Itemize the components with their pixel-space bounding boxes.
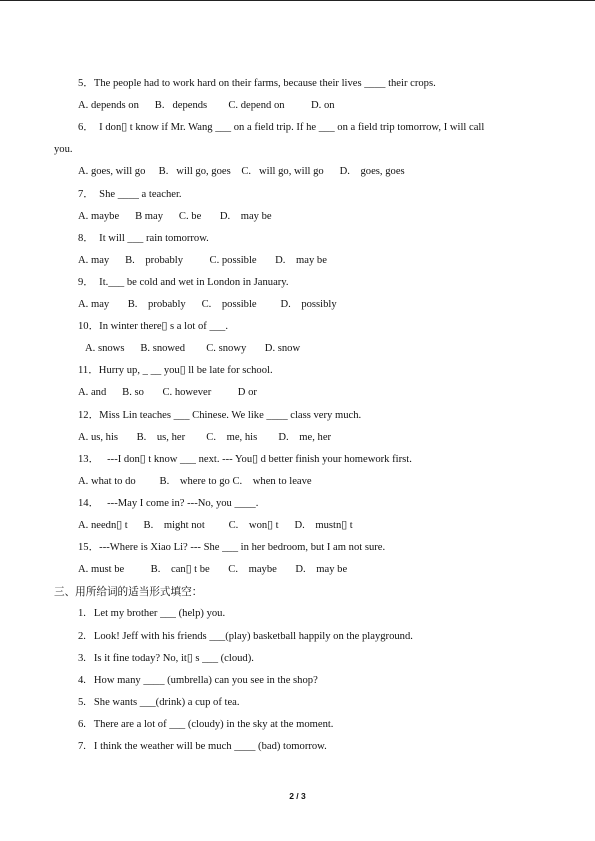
section-heading: 三、用所给词的适当形式填空： (54, 586, 203, 599)
question-line: 8． It will ___ rain tomorrow. (78, 232, 209, 244)
top-border-line (0, 0, 595, 1)
question-line: 15．---Where is Xiao Li? --- She ___ in her bedroom, but I am not sure. (78, 542, 386, 554)
question-line: you. (54, 144, 73, 156)
question-line: 2. Look! Jeff with his friends ___(play) basketball happily on the playground. (78, 630, 413, 642)
question-line: 14． ---May I come in? ---No, you ____. (78, 497, 259, 509)
question-line: 5. She wants ___(drink) a cup of tea. (78, 696, 240, 708)
question-line: 12．Miss Lin teaches ___ Chinese. We like ____ class very much. (78, 409, 362, 421)
question-line: 1. Let my brother ___ (help) you. (78, 608, 226, 620)
question-line: 3. Is it fine today? No, it▯ s ___ (cloud). (78, 652, 254, 664)
answer-options: A. may B. probably C. possible D. may be (78, 254, 327, 266)
question-line: 9． It.___ be cold and wet in London in January. (78, 276, 289, 288)
answer-options: A. and B. so C. however D or (78, 387, 257, 399)
answer-options: A. what to do B. where to go C. when to leave (78, 475, 312, 487)
question-line: 7. I think the weather will be much ____ (bad) tomorrow. (78, 741, 327, 752)
answer-options: A. us, his B. us, her C. me, his D. me, her (78, 431, 332, 443)
question-line: 7． She ____ a teacher. (78, 188, 182, 200)
question-line: 13． ---I don▯ t know ___ next. --- You▯ d better finish your homework first. (78, 453, 412, 465)
question-line: 11．Hurry up, _ __ you▯ ll be late for school. (78, 365, 273, 377)
question-line: 6． I don▯ t know if Mr. Wang ___ on a field trip. If he ___ on a field trip tomorrow, I will call (78, 122, 485, 134)
question-line: 5．The people had to work hard on their farms, because their lives ____ their crops. (78, 78, 436, 89)
answer-options: A. needn▯ t B. might not C. won▯ t D. mustn▯ t (78, 520, 353, 531)
answer-options: A. maybe B may C. be D. may be (78, 210, 272, 222)
question-line: 10．In winter there▯ s a lot of ___. (78, 321, 228, 333)
answer-options: A. depends on B. depends C. depend on D. on (78, 100, 335, 112)
question-line: 4. How many ____ (umbrella) can you see in the shop? (78, 674, 318, 686)
page-number: 2 / 3 (289, 791, 306, 801)
answer-options: A. must be B. can▯ t be C. maybe D. may be (78, 564, 348, 576)
question-line: 6. There are a lot of ___ (cloudy) in the sky at the moment. (78, 718, 334, 730)
answer-options: A. may B. probably C. possible D. possibly (78, 299, 337, 310)
answer-options: A. goes, will go B. will go, goes C. will go, will go D. goes, goes (78, 166, 405, 178)
answer-options: A. snows B. snowed C. snowy D. snow (85, 343, 301, 355)
